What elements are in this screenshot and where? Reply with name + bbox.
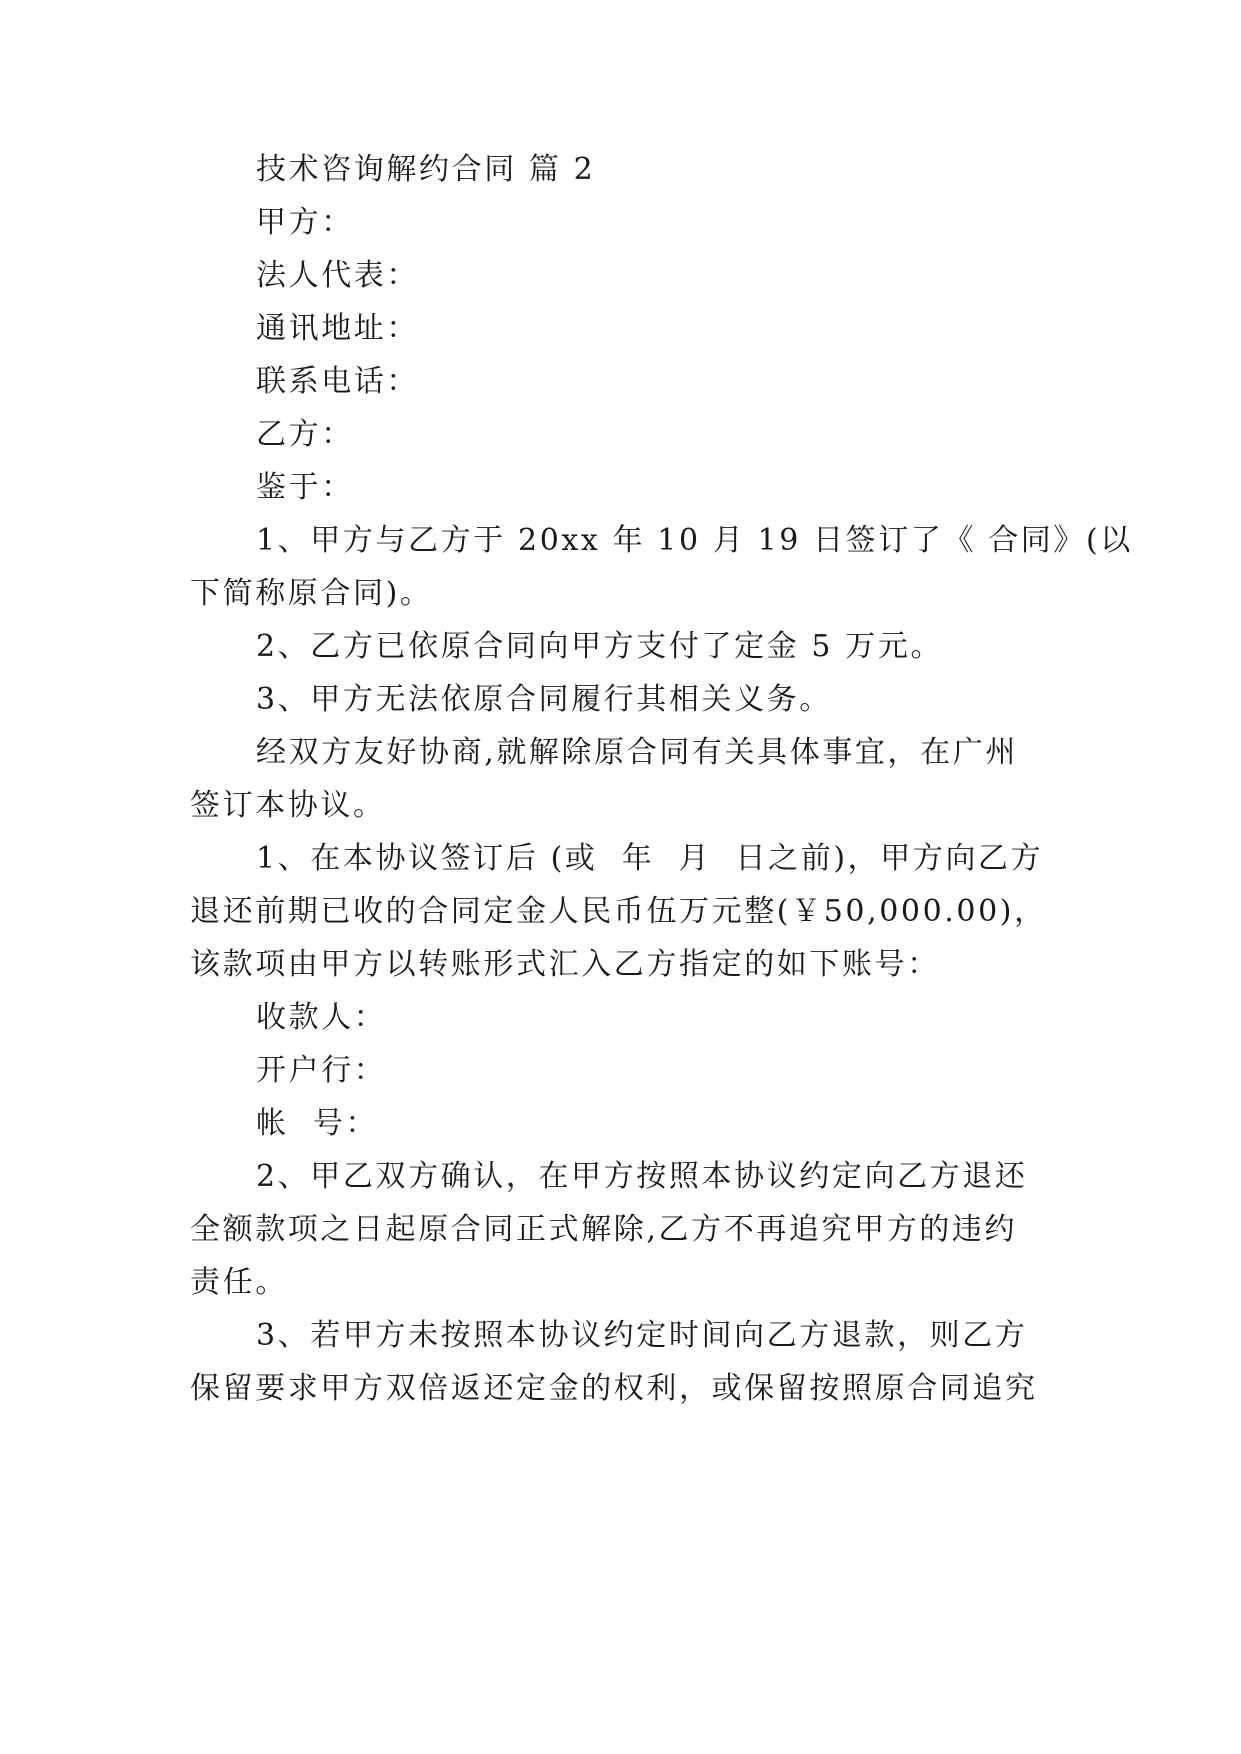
- bank-label: 开户行：: [256, 1053, 387, 1088]
- preamble-line-2: 签订本协议。: [190, 788, 386, 823]
- recital-1-line-1: 1、甲方与乙方于 20xx 年 10 月 19 日签订了《 合同》(以: [256, 523, 1133, 558]
- legal-rep-label: 法人代表：: [256, 258, 419, 293]
- account-label: 帐 号：: [256, 1106, 379, 1141]
- clause-1-line-1: 1、在本协议签订后 (或 年 月 日之前)，甲方向乙方: [256, 841, 1044, 876]
- document-title: 技术咨询解约合同 篇 2: [256, 152, 596, 187]
- phone-label: 联系电话：: [256, 364, 419, 399]
- clause-3-line-2: 保留要求甲方双倍返还定金的权利，或保留按照原合同追究: [190, 1371, 1038, 1406]
- clause-3-line-1: 3、若甲方未按照本协议约定时间向乙方退款，则乙方: [256, 1318, 1028, 1353]
- clause-1-line-2: 退还前期已收的合同定金人民币伍万元整(￥50,000.00)，: [190, 894, 1047, 929]
- clause-1-line-3: 该款项由甲方以转账形式汇入乙方指定的如下账号：: [190, 947, 940, 982]
- whereas-label: 鉴于：: [256, 470, 354, 505]
- recital-1-line-2: 下简称原合同)。: [190, 576, 433, 611]
- address-label: 通讯地址：: [256, 311, 419, 346]
- clause-2-line-2: 全额款项之日起原合同正式解除,乙方不再追究甲方的违约: [190, 1212, 1018, 1247]
- party-b-label: 乙方：: [256, 417, 354, 452]
- party-a-label: 甲方：: [256, 205, 354, 240]
- preamble-line-1: 经双方友好协商,就解除原合同有关具体事宜，在广州: [256, 735, 1018, 770]
- recital-2: 2、乙方已依原合同向甲方支付了定金 5 万元。: [256, 629, 944, 664]
- clause-2-line-1: 2、甲乙双方确认，在甲方按照本协议约定向乙方退还: [256, 1159, 1028, 1194]
- clause-2-line-3: 责任。: [190, 1265, 288, 1300]
- payee-label: 收款人：: [256, 1000, 387, 1035]
- recital-3: 3、甲方无法依原合同履行其相关义务。: [256, 682, 832, 717]
